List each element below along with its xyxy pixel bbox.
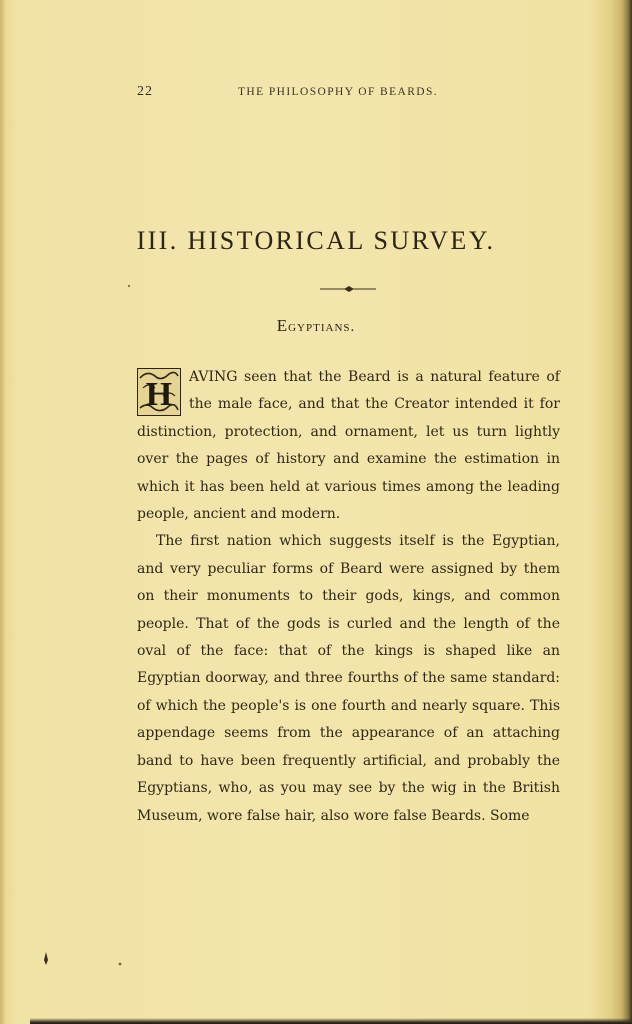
running-head-title: THE PHILOSOPHY OF BEARDS.: [238, 86, 439, 98]
section-heading-initial: E: [276, 316, 289, 335]
drop-cap-ornament-icon: [137, 368, 181, 416]
paragraph-1-text: AVING seen that the Beard is a natural feature of the male face, and that the Creator intended it for distinction, protection, and ornament, let us turn lightly over the pages of history and examine the estimation in which it has been held at various times among the leading people, ancient and modern.: [137, 369, 560, 523]
page-bottom-edge-shadow: [30, 1018, 632, 1024]
section-heading-rest: gyptians.: [288, 319, 356, 335]
paragraph-1: [137, 364, 560, 528]
section-heading: [0, 316, 632, 336]
drop-cap-letter: H: [145, 376, 173, 413]
body-text: [137, 364, 560, 830]
paragraph-2: The first nation which suggests itself is the Egyptian, and very peculiar forms of Beard were assigned by them on their monuments to their gods, kings, and common people. That of the gods is curled and the length of the oval of the face: that of the kings is shaped like an Egyptian doorway, and three fourths of the same standard: of which the people's is one fourth and nearly square. This appendage seems from the appearance of an attaching band to have been frequently artificial, and probably the Egyptians, who, as you may see by the wig in the British Museum, wore false hair, also wore false Beards. Some: [137, 533, 560, 824]
chapter-title: III. HISTORICAL SURVEY.: [136, 226, 496, 255]
ink-dot-icon: [118, 962, 122, 966]
page-number: 22: [137, 84, 153, 99]
ink-speck-icon: [42, 952, 50, 966]
ink-dot-icon: [127, 284, 131, 288]
page-left-edge-shadow: [0, 0, 6, 1024]
running-head: [0, 84, 632, 104]
ornament-rule-icon: [318, 284, 378, 294]
